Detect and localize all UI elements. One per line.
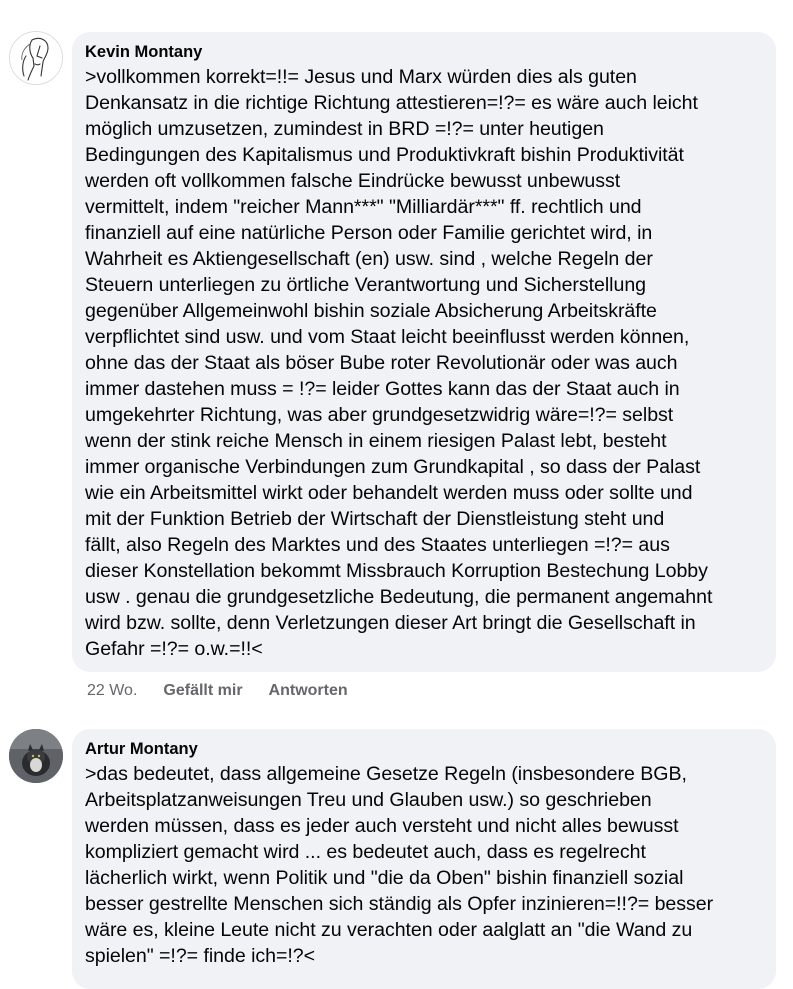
comment-author[interactable]: Artur Montany xyxy=(85,740,198,758)
avatar[interactable] xyxy=(9,31,63,85)
like-button[interactable]: Gefällt mir xyxy=(163,682,243,699)
comment-bubble xyxy=(72,729,776,989)
comment-author[interactable]: Kevin Montany xyxy=(85,43,203,61)
avatar[interactable] xyxy=(9,729,63,783)
sketch-face-icon xyxy=(10,32,63,85)
comment-actions xyxy=(87,682,348,700)
comment-timestamp[interactable]: 22 Wo. xyxy=(87,682,138,699)
reply-button[interactable]: Antworten xyxy=(268,682,348,699)
comment-text: >das bedeutet, dass allgemeine Gesetze Regeln (insbesondere BGB, Arbeitsplatzanweisungen Treu und Glauben usw.) so geschrieben werden müssen, dass es jeder auch versteht und nicht alles bewusst kompliziert gemacht wird ... es bedeutet auch, dass es regelrecht lächerlich wirkt, wenn Politik und "die da Oben" bishin finanziell sozial besser gestrellte Menschen sich ständig als Opfer inzinieren=!!?= besser wäre es, kleine Leute nicht zu verachten oder aalglatt an "die Wand zu spielen" =!?= finde ich=!?< xyxy=(85,763,714,967)
comment-text: >vollkommen korrekt=!!= Jesus und Marx würden dies als guten Denkansatz in die richtige Richtung attestieren=!?= es wäre auch leicht möglich umzusetzen, zumindest in BRD =!?= unter heutigen Bedingungen des Kapitalismus und Produktivkraft bishin Produktivität werden oft vollkommen falsche Eindrücke bewusst unbewusst vermittelt, indem "reicher Mann***" "Milliardär***" ff. rechtlich und finanziell auf eine natürliche Person oder Familie gerichtet wird, in Wahrheit es Aktiengesellschaft (en) usw. sind , welche Regeln der Steuern unterliegen zu örtliche Verantwortung und Sicherstellung gegenüber Allgemeinwohl bishin soziale Absicherung Arbeitskräfte verpflichtet sind usw. und vom Staat leicht beeinflusst werden können, ohne das der Staat als böser Bube roter Revolutionär oder was auch immer dastehen muss = !?= leider Gottes kann das der Staat auch in umgekehrter Richtung, was aber grundgesetzwidrig wäre=!?= selbst wenn der stink reiche Mensch in einem riesigen Palast lebt, besteht immer organische Verbindungen zum Grundkapital , so dass der Palast wie ein Arbeitsmittel wirkt oder behandelt werden muss oder sollte und mit der Funktion Betrieb der Wirtschaft der Dienstleistung steht und fällt, also Regeln des Marktes und des Staates unterliegen =!?= aus dieser Konstellation bekommt Missbrauch Korruption Bestechung Lobby usw . genau die grundgesetzliche Bedeutung, die permanent angemahnt wird bzw. sollte, denn Verletzungen dieser Art bringt die Gesellschaft in Gefahr =!?= o.w.=!!< xyxy=(85,66,713,660)
comment-bubble xyxy=(72,32,776,672)
cat-photo-icon xyxy=(9,729,63,783)
